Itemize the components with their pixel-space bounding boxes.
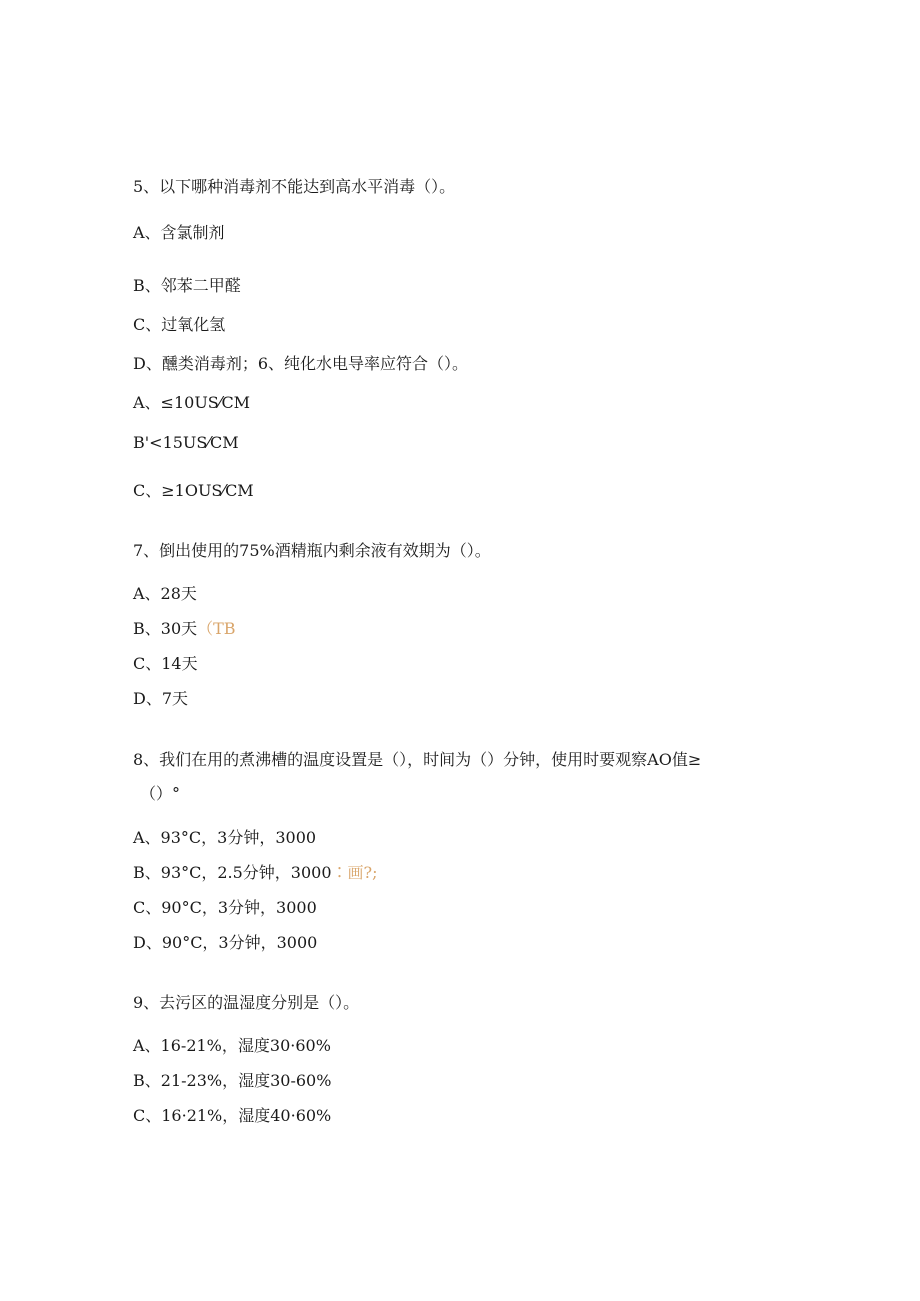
question-5-option-a: A、含氯制剂 — [133, 223, 225, 242]
question-8-stem: 8、我们在用的煮沸槽的温度设置是（），时间为（）分钟，使用时要观察AO值≥ — [133, 750, 702, 769]
question-8-option-c: C、90°C，3分钟，3000 — [133, 898, 317, 917]
question-6-option-c: C、≥1OUS⁄CM — [133, 481, 254, 500]
question-8-option-a: A、93°C，3分钟，3000 — [133, 828, 317, 847]
question-8-option-b-mark: ∶画?; — [331, 863, 378, 882]
question-5-option-b: B、邻苯二甲醛 — [133, 276, 241, 295]
question-9-option-c: C、16·21%，湿度40·60% — [133, 1106, 332, 1125]
question-9-option-a: A、16-21%，湿度30·60% — [133, 1036, 331, 1055]
question-7-option-c: C、14天 — [133, 654, 198, 673]
question-8-option-b — [133, 863, 378, 883]
question-6-option-b: B'<15US⁄CM — [133, 433, 239, 452]
question-5-option-d: D、醺类消毒剂；6、纯化水电导率应符合（）。 — [133, 354, 469, 373]
question-7-stem: 7、倒出使用的75%酒精瓶内剩余液有效期为（）。 — [133, 541, 491, 560]
question-8-stem-cont: （）° — [140, 784, 181, 803]
question-5-option-c: C、过氧化氢 — [133, 315, 226, 334]
question-7-option-a: A、28天 — [133, 584, 197, 603]
question-8-option-b-text: B、93°C，2.5分钟，3000 — [133, 863, 332, 882]
question-7-option-b-mark: （TB — [197, 619, 236, 638]
question-9-stem: 9、去污区的温湿度分别是（）。 — [133, 993, 360, 1012]
question-7-option-b — [133, 619, 236, 639]
question-9-option-b: B、21-23%，湿度30-60% — [133, 1071, 332, 1090]
question-7-option-d: D、7天 — [133, 689, 189, 708]
question-8-option-d: D、90°C，3分钟，3000 — [133, 933, 318, 952]
question-6-option-a: A、≤10US⁄CM — [133, 393, 251, 412]
question-7-option-b-text: B、30天 — [133, 619, 198, 638]
question-5-stem: 5、以下哪种消毒剂不能达到高水平消毒（）。 — [133, 177, 456, 196]
